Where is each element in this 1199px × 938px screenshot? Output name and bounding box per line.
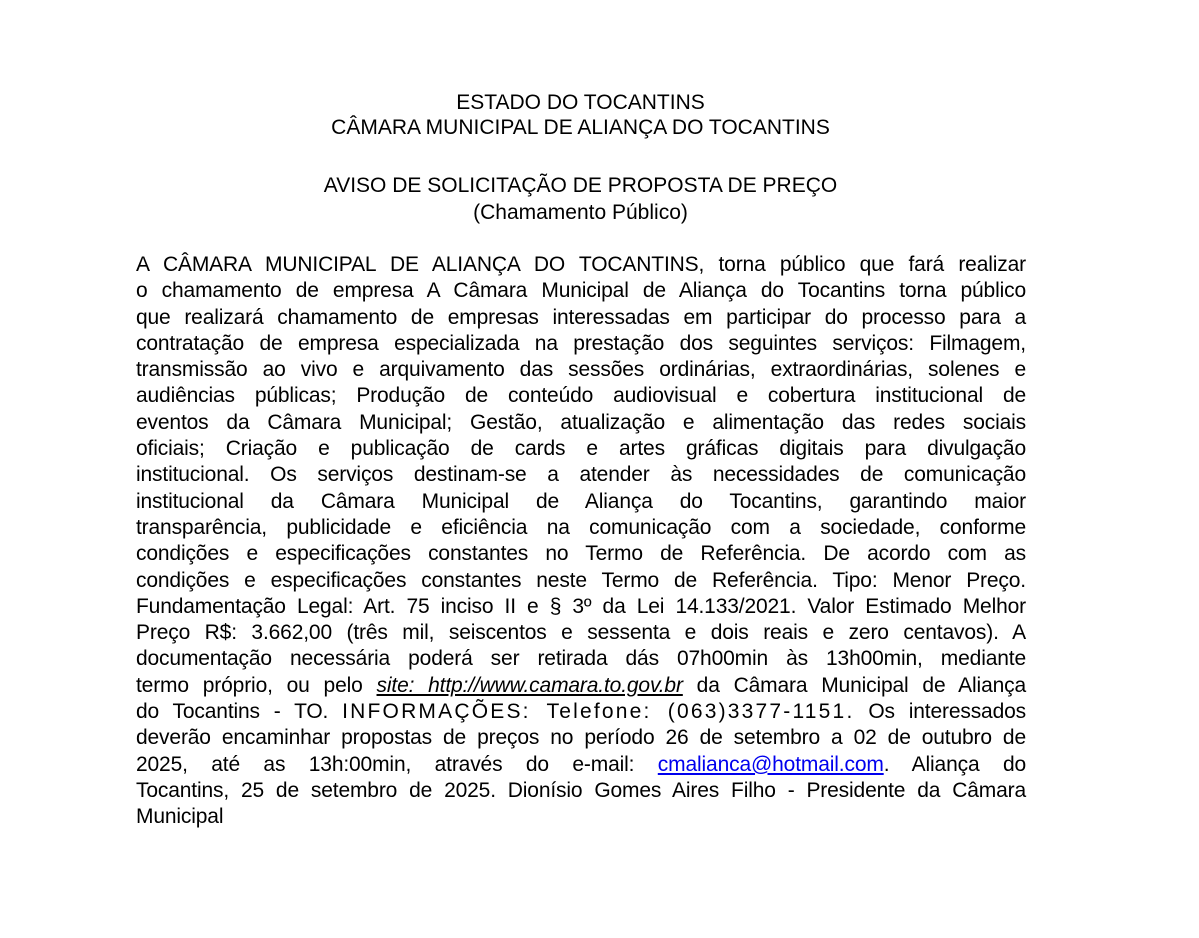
notice-body <box>136 252 1026 831</box>
closing-line-last: Municipal <box>136 805 224 829</box>
email-link[interactable]: cmalianca@hotmail.com <box>657 752 884 776</box>
notice-title-block <box>0 171 1161 226</box>
body-line: A CÂMARA MUNICIPAL DE ALIANÇA DO TOCANTINS, torna público que fará realizar <box>136 253 1026 276</box>
body-line: que realizará chamamento de empresas interessadas em participar do processo para a <box>136 305 1026 329</box>
info-line-suffix: Os interessados <box>854 700 1026 724</box>
body-line: transmissão ao vivo e arquivamento das sessões ordinárias, extraordinárias, solenes e <box>136 358 1026 382</box>
document-header <box>0 90 1161 140</box>
body-line: o chamamento de empresa A Câmara Municipal de Aliança do Tocantins torna público <box>136 279 1026 303</box>
body-line: oficiais; Criação e publicação de cards e artes gráficas digitais para divulgação <box>136 437 1026 461</box>
site-line-suffix: da Câmara Municipal de Aliança <box>682 673 1027 697</box>
notice-title: AVISO DE SOLICITAÇÃO DE PROPOSTA DE PREÇO <box>323 174 838 197</box>
body-line: eventos da Câmara Municipal; Gestão, atualização e alimentação das redes sociais <box>136 410 1026 434</box>
body-line: condições e especificações constantes neste Termo de Referência. Tipo: Menor Preço. <box>136 568 1026 592</box>
body-line: Fundamentação Legal: Art. 75 inciso II e § 3º da Lei 14.133/2021. Valor Estimado Melhor <box>136 594 1026 618</box>
info-phone-label: INFORMAÇÕES: Telefone: (063)3377-1151. <box>342 700 855 724</box>
closing-line: Tocantins, 25 de setembro de 2025. Dionísio Gomes Aires Filho - Presidente da Câmara <box>136 778 1026 802</box>
body-line: transparência, publicidade e eficiência na comunicação com a sociedade, conforme <box>136 515 1026 539</box>
body-line: contratação de empresa especializada na prestação dos seguintes serviços: Filmagem, <box>136 331 1026 355</box>
chamber-heading: CÂMARA MUNICIPAL DE ALIANÇA DO TOCANTINS <box>331 116 830 139</box>
site-link[interactable]: site: http://www.camara.to.gov.br <box>376 673 683 697</box>
site-line-prefix: termo próprio, ou pelo <box>136 673 377 697</box>
notice-subtitle: (Chamamento Público) <box>473 201 688 224</box>
email-line-suffix: . Aliança do <box>883 752 1027 776</box>
info-line-prefix: do Tocantins - TO. <box>136 700 343 724</box>
site-line <box>136 673 1026 699</box>
email-line-prefix: 2025, até as 13h:00min, através do e-mail: <box>136 752 658 776</box>
state-heading: ESTADO DO TOCANTINS <box>456 91 705 114</box>
body-line: audiências públicas; Produção de conteúdo audiovisual e cobertura institucional de <box>136 384 1026 408</box>
body-line: documentação necessária poderá ser retirada dás 07h00min às 13h00min, mediante <box>136 647 1026 671</box>
body-line: institucional da Câmara Municipal de Aliança do Tocantins, garantindo maior <box>136 489 1026 513</box>
email-line <box>136 752 1026 778</box>
body-line: institucional. Os serviços destinam-se a atender às necessidades de comunicação <box>136 463 1026 487</box>
body-line: Preço R$: 3.662,00 (três mil, seiscentos e sessenta e dois reais e zero centavos). A <box>136 621 1026 645</box>
info-line <box>136 699 1026 725</box>
deadline-line: deverão encaminhar propostas de preços no período 26 de setembro a 02 de outubro de <box>136 726 1026 750</box>
body-line: condições e especificações constantes no Termo de Referência. De acordo com as <box>136 542 1026 566</box>
